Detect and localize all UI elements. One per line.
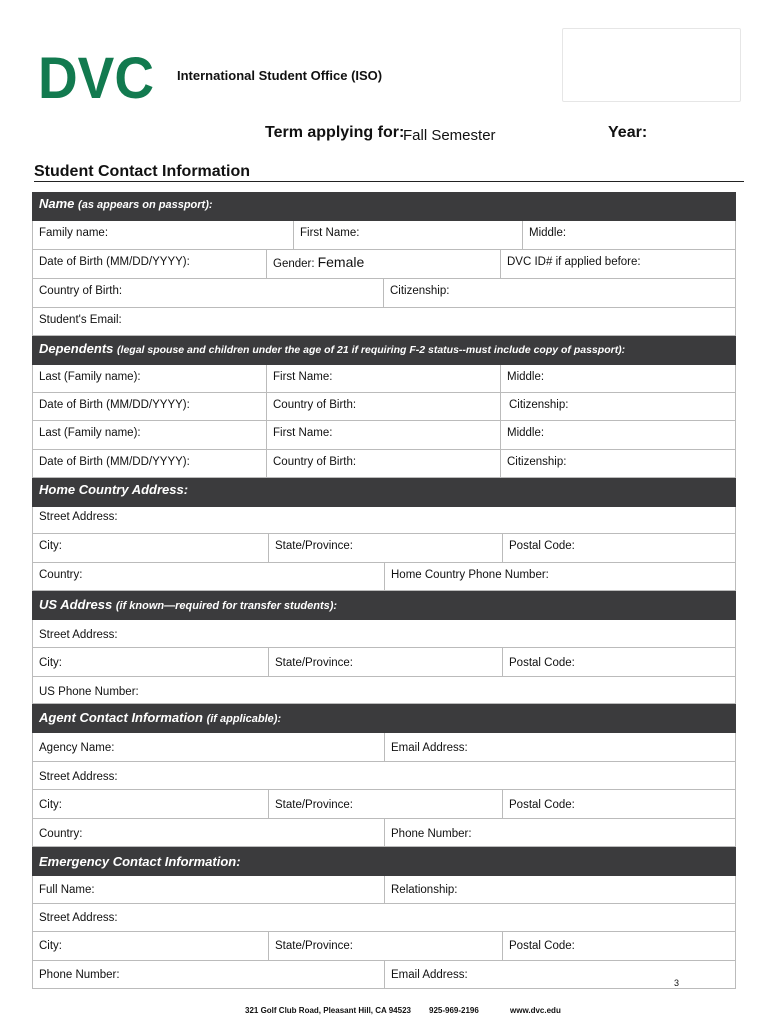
dependents-title: Dependents — [39, 341, 114, 356]
emergency-state-field[interactable]: State/Province: — [268, 932, 502, 960]
year-label: Year: — [608, 124, 648, 141]
us-phone-field[interactable]: US Phone Number: — [39, 686, 139, 698]
name-header — [32, 192, 736, 221]
family-name-field[interactable]: Family name: — [39, 227, 109, 239]
agency-name-field[interactable]: Agency Name: — [39, 742, 115, 754]
home-address-header — [32, 478, 736, 507]
agent-street-field[interactable]: Street Address: — [39, 771, 118, 783]
home-country-field[interactable]: Country: — [39, 569, 83, 581]
emergency-street-field[interactable]: Street Address: — [39, 912, 118, 924]
gender-value: Female — [317, 254, 365, 270]
emergency-email-field[interactable]: Email Address: — [384, 961, 737, 988]
dependent1-citizenship-field[interactable]: Citizenship: — [500, 393, 737, 420]
home-address-title: Home Country Address: — [39, 482, 189, 497]
dependents-subtitle: (legal spouse and children under the age of 21 if requiring F-2 status--must include copy of passport): — [117, 344, 626, 356]
home-city-field[interactable]: City: — [39, 540, 62, 552]
name-subtitle: (as appears on passport): — [78, 199, 213, 211]
agent-postal-field[interactable]: Postal Code: — [502, 790, 737, 818]
dependent1-middle-field[interactable]: Middle: — [500, 365, 737, 392]
country-of-birth-field[interactable]: Country of Birth: — [39, 285, 123, 297]
dependent1-country-of-birth-field[interactable]: Country of Birth: — [266, 393, 500, 420]
page-number: 3 — [674, 978, 680, 988]
dependent2-citizenship-field[interactable]: Citizenship: — [500, 450, 737, 477]
section-title: Student Contact Information — [34, 163, 250, 180]
us-state-field[interactable]: State/Province: — [268, 648, 502, 676]
us-street-field[interactable]: Street Address: — [39, 629, 118, 641]
name-title: Name — [39, 196, 75, 211]
dependent2-dob-field[interactable]: Date of Birth (MM/DD/YYYY): — [39, 456, 190, 468]
svg-text:DVC: DVC — [38, 52, 154, 100]
footer-phone: 925-969-2196 — [429, 1006, 479, 1015]
home-phone-field[interactable]: Home Country Phone Number: — [384, 563, 737, 590]
dob-field[interactable]: Date of Birth (MM/DD/YYYY): — [39, 256, 190, 268]
agent-email-field[interactable]: Email Address: — [384, 733, 737, 761]
agent-title: Agent Contact Information — [39, 710, 203, 725]
agent-state-field[interactable]: State/Province: — [268, 790, 502, 818]
first-name-field[interactable]: First Name: — [293, 221, 522, 249]
emergency-phone-field[interactable]: Phone Number: — [39, 969, 120, 981]
dependent1-first-name-field[interactable]: First Name: — [266, 365, 500, 392]
dependent1-last-name-field[interactable]: Last (Family name): — [39, 371, 141, 383]
footer-address: 321 Golf Club Road, Pleasant Hill, CA 94523 — [245, 1006, 411, 1015]
emergency-relationship-field[interactable]: Relationship: — [384, 876, 737, 903]
us-address-header — [32, 591, 736, 620]
dependent2-country-of-birth-field[interactable]: Country of Birth: — [266, 450, 500, 477]
citizenship-field[interactable]: Citizenship: — [383, 279, 737, 307]
emergency-postal-field[interactable]: Postal Code: — [502, 932, 737, 960]
agent-city-field[interactable]: City: — [39, 799, 62, 811]
agent-header — [32, 704, 736, 733]
middle-name-field[interactable]: Middle: — [522, 221, 737, 249]
agent-country-field[interactable]: Country: — [39, 828, 83, 840]
dvc-id-field[interactable]: DVC ID# if applied before: — [500, 250, 737, 278]
home-postal-field[interactable]: Postal Code: — [502, 534, 737, 562]
emergency-city-field[interactable]: City: — [39, 940, 62, 952]
footer-website[interactable]: www.dvc.edu — [510, 1006, 561, 1015]
contact-form — [32, 192, 736, 989]
us-city-field[interactable]: City: — [39, 657, 62, 669]
emergency-title: Emergency Contact Information: — [39, 854, 241, 869]
us-address-title: US Address — [39, 597, 113, 612]
term-value[interactable]: Fall Semester — [403, 127, 496, 144]
home-street-field[interactable]: Street Address: — [39, 511, 118, 523]
home-state-field[interactable]: State/Province: — [268, 534, 502, 562]
agent-phone-field[interactable]: Phone Number: — [384, 819, 737, 846]
us-address-subtitle: (if known—required for transfer students): — [115, 600, 338, 612]
gender-field[interactable] — [266, 250, 500, 278]
dependent1-dob-field[interactable]: Date of Birth (MM/DD/YYYY): — [39, 399, 190, 411]
gender-label: Gender: — [273, 258, 315, 270]
us-postal-field[interactable]: Postal Code: — [502, 648, 737, 676]
student-email-field[interactable]: Student's Email: — [39, 314, 122, 326]
term-label: Term applying for: — [265, 124, 405, 141]
dvc-logo — [38, 52, 154, 100]
dependent2-last-name-field[interactable]: Last (Family name): — [39, 427, 141, 439]
section-divider — [34, 181, 744, 182]
emergency-header — [32, 847, 736, 876]
dependents-header — [32, 336, 736, 365]
emergency-full-name-field[interactable]: Full Name: — [39, 884, 95, 896]
dependent2-middle-field[interactable]: Middle: — [500, 421, 737, 449]
agent-subtitle: (if applicable): — [206, 713, 282, 725]
office-name: International Student Office (ISO) — [177, 68, 383, 83]
dependent2-first-name-field[interactable]: First Name: — [266, 421, 500, 449]
photo-box — [562, 28, 741, 102]
